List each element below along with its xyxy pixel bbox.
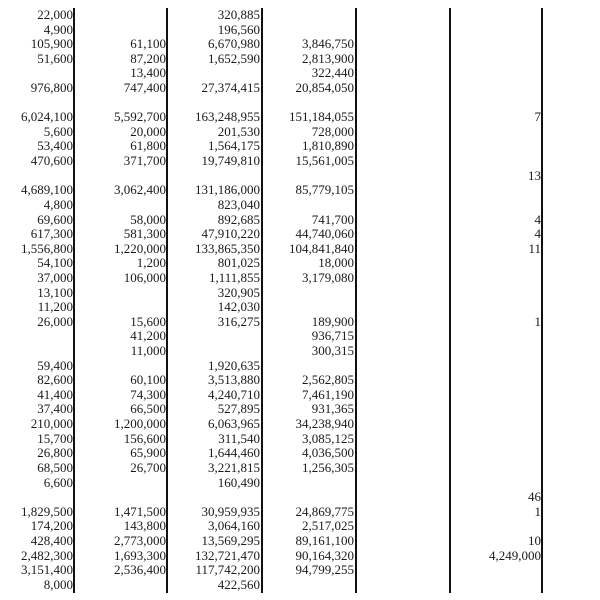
table-cell-col-3: 422,560 (217, 576, 260, 592)
table-cell-col-3: 27,374,415 (201, 80, 260, 96)
table-cell-col-1: 210,000 (30, 416, 73, 432)
table-cell-col-4: 2,562,805 (302, 372, 354, 388)
table-cell-col-5 (358, 344, 448, 359)
table-cell-col-5 (358, 81, 448, 96)
table-row (0, 534, 600, 549)
table-row (0, 300, 600, 315)
table-cell-col-2: 13,400 (130, 65, 166, 81)
table-row (0, 125, 600, 140)
table-cell-col-1: 4,800 (43, 196, 73, 212)
table-cell-col-3: 117,742,200 (195, 562, 260, 578)
table-row (0, 344, 600, 359)
table-cell-col-2: 87,200 (130, 50, 166, 66)
table-cell-col-4: 89,161,100 (295, 532, 354, 548)
table-cell-col-6: 11 (528, 240, 541, 256)
table-row (0, 271, 600, 286)
table-cell-col-6 (451, 154, 541, 169)
table-cell-col-4: 85,779,105 (295, 182, 354, 198)
table-cell-col-2 (76, 286, 166, 301)
table-cell-col-4: 728,000 (311, 123, 354, 139)
table-cell-col-6 (451, 476, 541, 491)
table-row (0, 446, 600, 461)
table-cell-col-6: 4,249,000 (489, 547, 541, 563)
table-cell-col-2: 66,500 (130, 401, 166, 417)
table-cell-col-3: 19,749,810 (201, 153, 260, 169)
table-cell-col-4: 1,810,890 (302, 138, 354, 154)
table-cell-col-3: 163,248,955 (195, 109, 260, 125)
table-cell-col-5 (358, 402, 448, 417)
table-cell-col-1: 59,400 (37, 357, 73, 373)
table-cell-col-5 (358, 417, 448, 432)
table-cell-col-4: 44,740,060 (295, 226, 354, 242)
table-cell-col-5 (358, 315, 448, 330)
table-cell-col-5 (358, 490, 448, 505)
table-cell-col-3: 527,895 (217, 401, 260, 417)
table-cell-col-1: 6,600 (43, 474, 73, 490)
table-cell-col-5 (358, 519, 448, 534)
table-cell-col-3 (170, 66, 260, 81)
table-row (0, 213, 600, 228)
table-row (0, 169, 600, 184)
table-row (0, 96, 600, 111)
table-cell-col-5 (358, 96, 448, 111)
table-cell-col-5 (358, 37, 448, 52)
table-cell-col-6 (451, 139, 541, 154)
table-cell-col-1: 8,000 (43, 576, 73, 592)
table-cell-col-5 (358, 578, 448, 593)
table-cell-col-3 (170, 329, 260, 344)
table-cell-col-4: 34,238,940 (295, 416, 354, 432)
table-cell-col-6 (451, 96, 541, 111)
table-cell-col-1: 428,400 (30, 532, 73, 548)
table-cell-col-6 (451, 578, 541, 593)
table-cell-col-3: 6,670,980 (208, 36, 260, 52)
table-row (0, 402, 600, 417)
table-cell-col-2 (76, 578, 166, 593)
table-cell-col-1: 2,482,300 (21, 547, 73, 563)
table-cell-col-1: 69,600 (37, 211, 73, 227)
table-row (0, 154, 600, 169)
table-row (0, 37, 600, 52)
table-cell-col-6 (451, 125, 541, 140)
table-cell-col-6 (451, 8, 541, 23)
table-cell-col-6 (451, 402, 541, 417)
table-cell-col-1 (1, 66, 73, 81)
table-cell-col-1: 3,151,400 (21, 562, 73, 578)
table-cell-col-2 (76, 300, 166, 315)
table-cell-col-2: 15,600 (130, 313, 166, 329)
table-row (0, 490, 600, 505)
table-cell-col-5 (358, 227, 448, 242)
table-cell-col-5 (358, 242, 448, 257)
table-cell-col-4: 2,517,025 (302, 518, 354, 534)
table-cell-col-4: 189,900 (311, 313, 354, 329)
table-cell-col-5 (358, 198, 448, 213)
table-cell-col-2: 65,900 (130, 445, 166, 461)
table-cell-col-3: 4,240,710 (208, 386, 260, 402)
table-cell-col-3 (170, 490, 260, 505)
table-cell-col-4 (264, 23, 354, 38)
table-cell-col-5 (358, 388, 448, 403)
table-cell-col-5 (358, 286, 448, 301)
table-cell-col-3: 6,063,965 (208, 416, 260, 432)
table-cell-col-2: 61,100 (130, 36, 166, 52)
table-cell-col-6 (451, 373, 541, 388)
table-cell-col-5 (358, 505, 448, 520)
table-cell-col-2 (76, 169, 166, 184)
table-cell-col-4: 24,869,775 (295, 503, 354, 519)
table-cell-col-5 (358, 329, 448, 344)
table-cell-col-2 (76, 23, 166, 38)
table-cell-col-4 (264, 476, 354, 491)
table-row (0, 110, 600, 125)
table-cell-col-4: 741,700 (311, 211, 354, 227)
table-cell-col-5 (358, 8, 448, 23)
table-cell-col-6 (451, 52, 541, 67)
table-cell-col-5 (358, 271, 448, 286)
table-cell-col-6 (451, 256, 541, 271)
table-cell-col-2: 106,000 (123, 269, 166, 285)
table-cell-col-3: 1,920,635 (208, 357, 260, 373)
table-cell-col-1 (1, 169, 73, 184)
table-cell-col-2: 371,700 (123, 153, 166, 169)
table-row (0, 578, 600, 593)
table-cell-col-5 (358, 476, 448, 491)
table-cell-col-6: 1 (534, 313, 541, 329)
table-row (0, 286, 600, 301)
table-cell-col-6 (451, 23, 541, 38)
table-cell-col-2: 1,220,000 (114, 240, 166, 256)
table-cell-col-3: 1,564,175 (208, 138, 260, 154)
table-cell-col-4: 3,846,750 (302, 36, 354, 52)
table-cell-col-3: 823,040 (217, 196, 260, 212)
table-cell-col-1: 37,000 (37, 269, 73, 285)
table-cell-col-2: 1,200 (136, 255, 166, 271)
table-cell-col-4: 7,461,190 (302, 386, 354, 402)
table-cell-col-1: 1,556,800 (21, 240, 73, 256)
table-cell-col-4: 18,000 (318, 255, 354, 271)
table-cell-col-3: 320,905 (217, 284, 260, 300)
table-cell-col-3: 892,685 (217, 211, 260, 227)
table-cell-col-1: 1,829,500 (21, 503, 73, 519)
table-cell-col-3: 133,865,350 (195, 240, 260, 256)
table-cell-col-3 (170, 169, 260, 184)
table-row (0, 139, 600, 154)
table-cell-col-2: 1,693,300 (114, 547, 166, 563)
table-cell-col-1: 82,600 (37, 372, 73, 388)
table-cell-col-6 (451, 432, 541, 447)
table-cell-col-2: 2,773,000 (114, 532, 166, 548)
table-cell-col-2: 58,000 (130, 211, 166, 227)
table-cell-col-4: 322,440 (311, 65, 354, 81)
table-cell-col-4: 15,561,005 (295, 153, 354, 169)
table-cell-col-1 (1, 344, 73, 359)
table-cell-col-6 (451, 359, 541, 374)
table-cell-col-1: 11,200 (37, 299, 73, 315)
table-cell-col-6: 4 (534, 226, 541, 242)
table-cell-col-3 (170, 344, 260, 359)
table-cell-col-4 (264, 169, 354, 184)
table-cell-col-4 (264, 198, 354, 213)
table-cell-col-6 (451, 183, 541, 198)
table-cell-col-2: 41,200 (130, 328, 166, 344)
table-cell-col-1: 41,400 (37, 386, 73, 402)
table-cell-col-5 (358, 256, 448, 271)
table-cell-col-6 (451, 417, 541, 432)
table-cell-col-5 (358, 432, 448, 447)
table-row (0, 373, 600, 388)
table-cell-col-2: 747,400 (123, 80, 166, 96)
table-cell-col-5 (358, 359, 448, 374)
table-cell-col-2: 1,471,500 (114, 503, 166, 519)
table-cell-col-1: 4,900 (43, 21, 73, 37)
table-row (0, 549, 600, 564)
table-cell-col-3: 196,560 (217, 21, 260, 37)
table-cell-col-3: 30,959,935 (201, 503, 260, 519)
table-cell-col-1: 51,600 (37, 50, 73, 66)
table-cell-col-5 (358, 154, 448, 169)
table-cell-col-3: 1,644,460 (208, 445, 260, 461)
table-cell-col-1: 174,200 (30, 518, 73, 534)
table-cell-col-6: 4 (534, 211, 541, 227)
table-cell-col-6 (451, 329, 541, 344)
table-cell-col-1: 54,100 (37, 255, 73, 271)
table-cell-col-6 (451, 461, 541, 476)
table-cell-col-1: 68,500 (37, 459, 73, 475)
table-cell-col-6 (451, 300, 541, 315)
table-cell-col-6: 10 (528, 532, 541, 548)
table-cell-col-1: 26,000 (37, 313, 73, 329)
table-row (0, 359, 600, 374)
table-cell-col-3: 3,064,160 (208, 518, 260, 534)
table-cell-col-6 (451, 37, 541, 52)
table-cell-col-4 (264, 578, 354, 593)
table-cell-col-4 (264, 359, 354, 374)
table-cell-col-2 (76, 476, 166, 491)
table-cell-col-6: 46 (528, 489, 541, 505)
table-cell-col-2 (76, 198, 166, 213)
table-cell-col-2: 143,800 (123, 518, 166, 534)
table-cell-col-5 (358, 373, 448, 388)
table-cell-col-4: 3,179,080 (302, 269, 354, 285)
table-cell-col-6 (451, 286, 541, 301)
table-row (0, 388, 600, 403)
table-cell-col-5 (358, 52, 448, 67)
table-row (0, 23, 600, 38)
table-cell-col-4: 300,315 (311, 343, 354, 359)
table-cell-col-2 (76, 359, 166, 374)
table-cell-col-3: 1,111,855 (208, 269, 260, 285)
table-row (0, 519, 600, 534)
table-cell-col-6: 1 (534, 503, 541, 519)
table-row (0, 417, 600, 432)
table-cell-col-2: 2,536,400 (114, 562, 166, 578)
table-cell-col-4: 20,854,050 (295, 80, 354, 96)
table-cell-col-2 (76, 96, 166, 111)
table-cell-col-5 (358, 563, 448, 578)
table-cell-col-5 (358, 183, 448, 198)
table-row (0, 242, 600, 257)
table-cell-col-2: 61,800 (130, 138, 166, 154)
table-cell-col-2: 20,000 (130, 123, 166, 139)
table-cell-col-1: 4,689,100 (21, 182, 73, 198)
table-cell-col-4: 151,184,055 (289, 109, 354, 125)
table-cell-col-5 (358, 300, 448, 315)
table-cell-col-2: 11,000 (130, 343, 166, 359)
table-cell-col-4 (264, 286, 354, 301)
table-cell-col-1: 5,600 (43, 123, 73, 139)
table-cell-col-4 (264, 490, 354, 505)
table-cell-col-1: 26,800 (37, 445, 73, 461)
table-cell-col-4: 931,365 (311, 401, 354, 417)
table-cell-col-1: 105,900 (30, 36, 73, 52)
table-row (0, 8, 600, 23)
table-cell-col-1: 976,800 (30, 80, 73, 96)
table-cell-col-1 (1, 490, 73, 505)
table-row (0, 329, 600, 344)
table-cell-col-4: 94,799,255 (295, 562, 354, 578)
table-row (0, 183, 600, 198)
table-cell-col-2: 74,300 (130, 386, 166, 402)
table-cell-col-6 (451, 271, 541, 286)
table-cell-col-1 (1, 329, 73, 344)
table-cell-col-5 (358, 23, 448, 38)
table-cell-col-6 (451, 344, 541, 359)
table-cell-col-6 (451, 519, 541, 534)
table-cell-col-3: 160,490 (217, 474, 260, 490)
table-cell-col-1: 22,000 (37, 7, 73, 22)
table-cell-col-5 (358, 125, 448, 140)
table-cell-col-2: 60,100 (130, 372, 166, 388)
table-row (0, 461, 600, 476)
table-cell-col-5 (358, 139, 448, 154)
table-cell-col-3: 13,569,295 (201, 532, 260, 548)
table-cell-col-5 (358, 461, 448, 476)
table-row (0, 315, 600, 330)
table-cell-col-5 (358, 110, 448, 125)
table-cell-col-3: 311,540 (218, 430, 260, 446)
table-cell-col-6 (451, 563, 541, 578)
table-cell-col-3: 131,186,000 (195, 182, 260, 198)
table-cell-col-4: 104,841,840 (289, 240, 354, 256)
table-cell-col-2: 5,592,700 (114, 109, 166, 125)
table-cell-col-4 (264, 96, 354, 111)
table-cell-col-1: 470,600 (30, 153, 73, 169)
table-row (0, 227, 600, 242)
table-row (0, 476, 600, 491)
table-cell-col-4: 1,256,305 (302, 459, 354, 475)
table-cell-col-6: 13 (528, 167, 541, 183)
table-cell-col-2 (76, 8, 166, 23)
table-cell-col-4 (264, 8, 354, 23)
table-cell-col-4 (264, 300, 354, 315)
table-row (0, 81, 600, 96)
table-cell-col-3: 320,885 (217, 7, 260, 22)
table-row (0, 432, 600, 447)
table-cell-col-5 (358, 446, 448, 461)
table-row (0, 563, 600, 578)
table-cell-col-2 (76, 490, 166, 505)
table-cell-col-3: 3,221,815 (208, 459, 260, 475)
table-cell-col-5 (358, 213, 448, 228)
table-cell-col-2: 1,200,000 (114, 416, 166, 432)
table-cell-col-3: 47,910,220 (201, 226, 260, 242)
table-cell-col-1: 13,100 (37, 284, 73, 300)
table-cell-col-6 (451, 66, 541, 81)
table-cell-col-2: 26,700 (130, 459, 166, 475)
table-cell-col-1: 6,024,100 (21, 109, 73, 125)
table-cell-col-6 (451, 388, 541, 403)
table-row (0, 198, 600, 213)
table-cell-col-3: 142,030 (217, 299, 260, 315)
table-cell-col-4: 2,813,900 (302, 50, 354, 66)
table-cell-col-5 (358, 66, 448, 81)
table-cell-col-3: 801,025 (217, 255, 260, 271)
table-row (0, 66, 600, 81)
table-cell-col-1 (1, 96, 73, 111)
table-cell-col-4: 936,715 (311, 328, 354, 344)
table-cell-col-2: 156,600 (123, 430, 166, 446)
table-cell-col-5 (358, 549, 448, 564)
table-cell-col-1: 53,400 (37, 138, 73, 154)
table-cell-col-1: 15,700 (37, 430, 73, 446)
data-table (0, 8, 600, 592)
table-cell-col-2: 581,300 (123, 226, 166, 242)
table-row (0, 256, 600, 271)
table-cell-col-3: 316,275 (217, 313, 260, 329)
table-row (0, 52, 600, 67)
table-cell-col-4: 4,036,500 (302, 445, 354, 461)
table-cell-col-3: 132,721,470 (195, 547, 260, 563)
table-cell-col-6: 7 (534, 109, 541, 125)
table-cell-col-1: 37,400 (37, 401, 73, 417)
table-cell-col-4: 3,085,125 (302, 430, 354, 446)
table-cell-col-6 (451, 198, 541, 213)
table-cell-col-4: 90,164,320 (295, 547, 354, 563)
table-cell-col-5 (358, 169, 448, 184)
table-cell-col-2: 3,062,400 (114, 182, 166, 198)
table-cell-col-3 (170, 96, 260, 111)
table-row (0, 505, 600, 520)
table-cell-col-6 (451, 446, 541, 461)
table-cell-col-6 (451, 81, 541, 96)
table-cell-col-3: 3,513,880 (208, 372, 260, 388)
table-cell-col-3: 201,530 (217, 123, 260, 139)
table-cell-col-3: 1,652,590 (208, 50, 260, 66)
table-cell-col-1: 617,300 (30, 226, 73, 242)
table-cell-col-5 (358, 534, 448, 549)
